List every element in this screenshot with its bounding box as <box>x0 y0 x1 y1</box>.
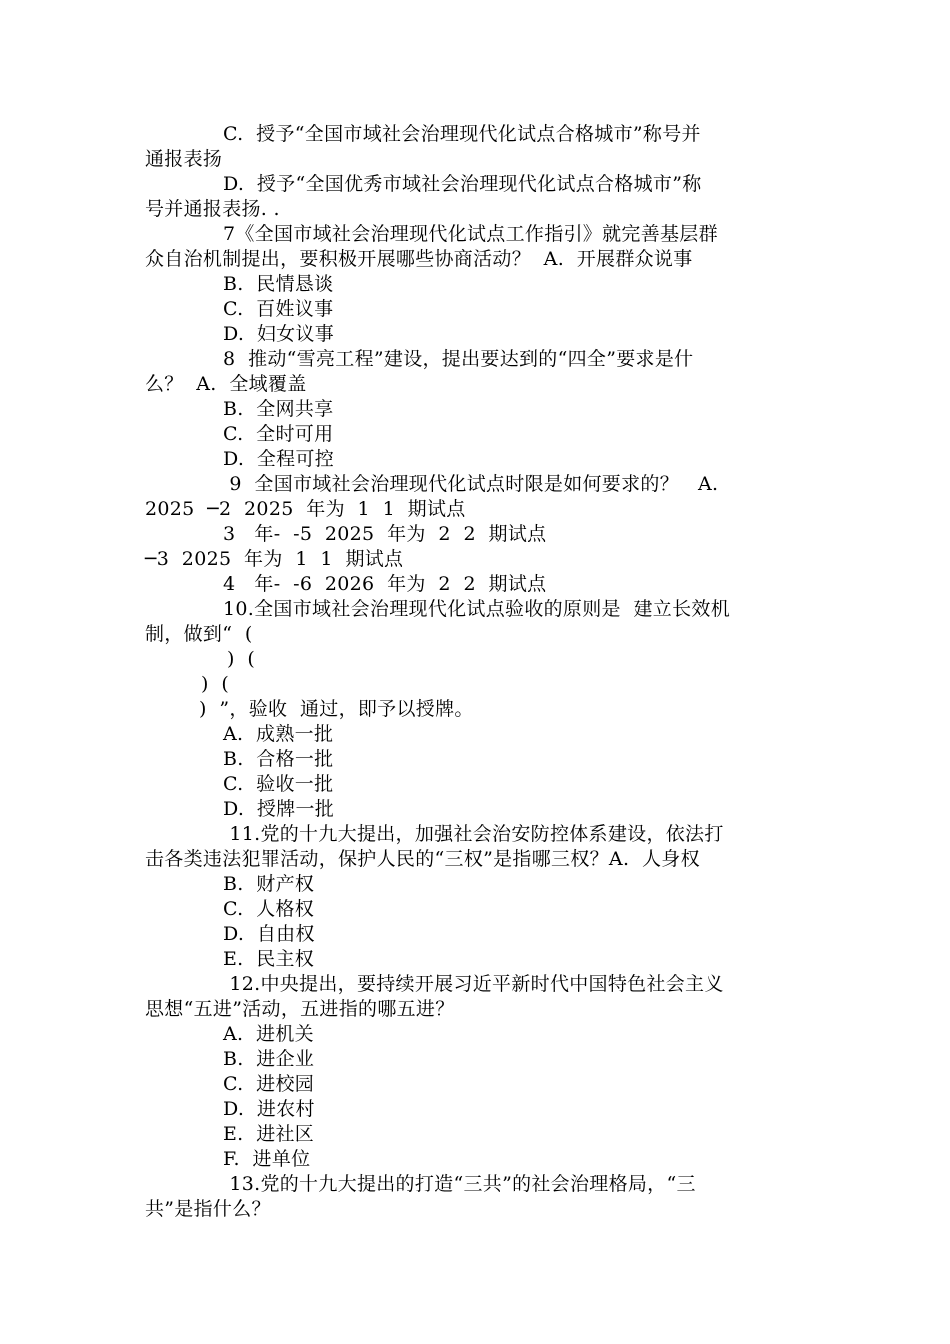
option-line: C. 百姓议事 <box>223 298 334 320</box>
paren-line: ) ( <box>227 648 256 670</box>
option-line: B. 民情恳谈 <box>223 273 334 295</box>
option-line: D. 妇女议事 <box>223 323 335 345</box>
text-line: 击各类违法犯罪活动，保护人民的“三权”是指哪三权？A. 人身权 <box>145 848 700 870</box>
option-line: B. 进企业 <box>223 1048 315 1070</box>
question-line: 11.党的十九大提出，加强社会治安防控体系建设，依法打 <box>223 823 724 845</box>
option-line: A. 成熟一批 <box>223 723 334 745</box>
question-line: 13.党的十九大提出的打造“三共”的社会治理格局，“三 <box>223 1173 696 1195</box>
option-line: E. 进社区 <box>223 1123 315 1145</box>
option-line: C. 进校园 <box>223 1073 315 1095</box>
text-line: 2025 ─2 2025 年为 1 1 期试点 <box>145 498 466 520</box>
paren-line: ) ( <box>201 673 230 695</box>
text-line: 共”是指什么？ <box>145 1198 271 1220</box>
option-line: C. 授予“全国市域社会治理现代化试点合格城市”称号并 <box>223 123 701 145</box>
text-line: 制，做到“ ( <box>145 623 253 645</box>
option-line: B. 合格一批 <box>223 748 334 770</box>
document-body <box>145 122 810 1222</box>
text-line: 思想“五进”活动，五进指的哪五进？ <box>145 998 455 1020</box>
option-line: D. 自由权 <box>223 923 315 945</box>
question-line: 9 全国市域社会治理现代化试点时限是如何要求的？ A. <box>223 473 719 495</box>
option-line: C. 全时可用 <box>223 423 334 445</box>
option-line: D. 进农村 <box>223 1098 315 1120</box>
option-line: D. 授予“全国优秀市域社会治理现代化试点合格城市”称 <box>223 173 702 195</box>
option-line: C. 人格权 <box>223 898 315 920</box>
question-line: 8 推动“雪亮工程”建设，提出要达到的“四全”要求是什 <box>223 348 694 370</box>
option-line: B. 全网共享 <box>223 398 334 420</box>
text-line: 众自治机制提出，要积极开展哪些协商活动？ A. 开展群众说事 <box>145 248 693 270</box>
text-line: 号并通报表扬. . <box>145 198 280 220</box>
option-line: D. 授牌一批 <box>223 798 335 820</box>
paren-line: ) ”，验收 通过，即予以授牌。 <box>199 698 474 720</box>
question-line: 12.中央提出，要持续开展习近平新时代中国特色社会主义 <box>223 973 724 995</box>
option-line: D. 全程可控 <box>223 448 335 470</box>
option-line: B. 财产权 <box>223 873 315 895</box>
option-line: F. 进单位 <box>223 1148 311 1170</box>
text-line: ─3 2025 年为 1 1 期试点 <box>145 548 404 570</box>
option-line: E. 民主权 <box>223 948 315 970</box>
option-line: C. 验收一批 <box>223 773 334 795</box>
option-line: A. 进机关 <box>223 1023 314 1045</box>
text-line: 么？ A. 全域覆盖 <box>145 373 307 395</box>
text-line: 3 年- -5 2025 年为 2 2 期试点 <box>223 523 547 545</box>
question-line: 10.全国市域社会治理现代化试点验收的原则是 建立长效机 <box>223 598 730 620</box>
text-line: 通报表扬 <box>145 148 223 170</box>
question-line: 7《全国市域社会治理现代化试点工作指引》就完善基层群 <box>223 223 718 245</box>
text-line: 4 年- -6 2026 年为 2 2 期试点 <box>223 573 547 595</box>
